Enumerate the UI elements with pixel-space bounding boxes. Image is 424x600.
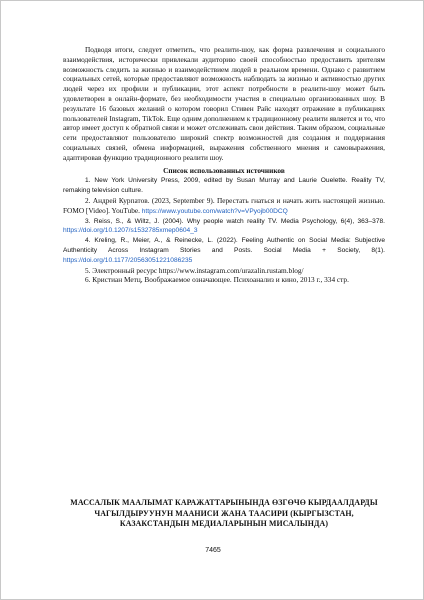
reference-item-4 bbox=[63, 236, 385, 265]
reference-text: 2. Андрей Курпатов. (2023, September 9). Перестать гнаться и начать жить настоящей жизнью. FOMO [Video]. YouTube. bbox=[63, 195, 385, 215]
reference-text: 4. Kreling, R., Meier, A., & Reinecke, L. (2022). Feeling Authentic on Social Media: Subjective Authenticity Across Instagram Stories and Posts. Social Media + Society, 8(1). bbox=[63, 237, 385, 254]
reference-item-6 bbox=[63, 275, 385, 285]
reference-item-2 bbox=[63, 196, 385, 217]
reference-text: 1. New York University Press, 2009, edited by Susan Murray and Laurie Ouelette. Reality TV, remaking television culture. bbox=[63, 177, 385, 195]
references-list bbox=[63, 176, 385, 285]
page-number: 7465 bbox=[205, 547, 221, 554]
reference-link[interactable]: https://doi.org/10.1177/20563051221086235 bbox=[63, 256, 193, 264]
reference-item-3 bbox=[63, 217, 385, 237]
reference-text: 6. Кристиан Метц, Воображаемое означающее. Психоанализ и кино, 2013 г., 334 стр. bbox=[85, 275, 349, 285]
next-article-title: МАССАЛЫК МААЛЫМАТ КАРАЖАТТАРЫНЫНДА ӨЗГӨЧӨ КЫРДААЛДАРДЫ ЧАГЫЛДЫРУУНУН МААНИСИ ЖАНА ТААСИРИ (КЫРГЫЗСТАН, КАЗАКСТАНДЫН МЕДИАЛАРЫНЫН МИСАЛЫНДА) bbox=[70, 498, 378, 529]
reference-link[interactable]: https://doi.org/10.1207/s1532785xmep0604_3 bbox=[63, 227, 198, 235]
article-body bbox=[63, 45, 385, 285]
references-heading: Список использованных источников bbox=[163, 165, 285, 175]
reference-link[interactable]: https://www.youtube.com/watch?v=VPyojb00DCQ bbox=[141, 207, 288, 215]
reference-text: 5. Электронный ресурс https://www.instagram.com/urazalin.rustam.blog/ bbox=[85, 265, 304, 275]
reference-text: 3. Reiss, S., & Wiltz, J. (2004). Why people watch reality TV. Media Psychology, 6(4), 363–378. bbox=[85, 217, 385, 225]
reference-item-5 bbox=[63, 266, 385, 276]
conclusion-paragraph: Подводя итоги, следует отметить, что реалити-шоу, как форма развлечения и социального взаимодействия, исторически привлекали аудиторию своей способностью предоставить зрителям возможность следить за жизнью и взаимодействием людей в реальном времени. Однако с развитием социальных сетей, которые предоставляют возможность наблюдать за жизнью и активностью других людей через их профили и публикации, этот аспект потребности в реалити-шоу может быть удовлетворен в онлайн-формате, без необходимости участия в специально организованных шоу. В результате 16 базовых желаний о котором говорил Стивен Райс находят отражение в публикациях пользователей Instagram, TikTok. Еще одним дополнением к традиционному реалити является и то, что автор имеет доступ к обратной связи и может отслеживать свои действия. Таким образом, социальные сети предоставляют пользователю широкий спектр возможностей для создания и поддержания социальных связей, обмена информацией, выражения собственного мнения и самовыражения, адаптировав функцию традиционного реалити шоу. bbox=[63, 45, 385, 162]
reference-item-1 bbox=[63, 176, 385, 196]
